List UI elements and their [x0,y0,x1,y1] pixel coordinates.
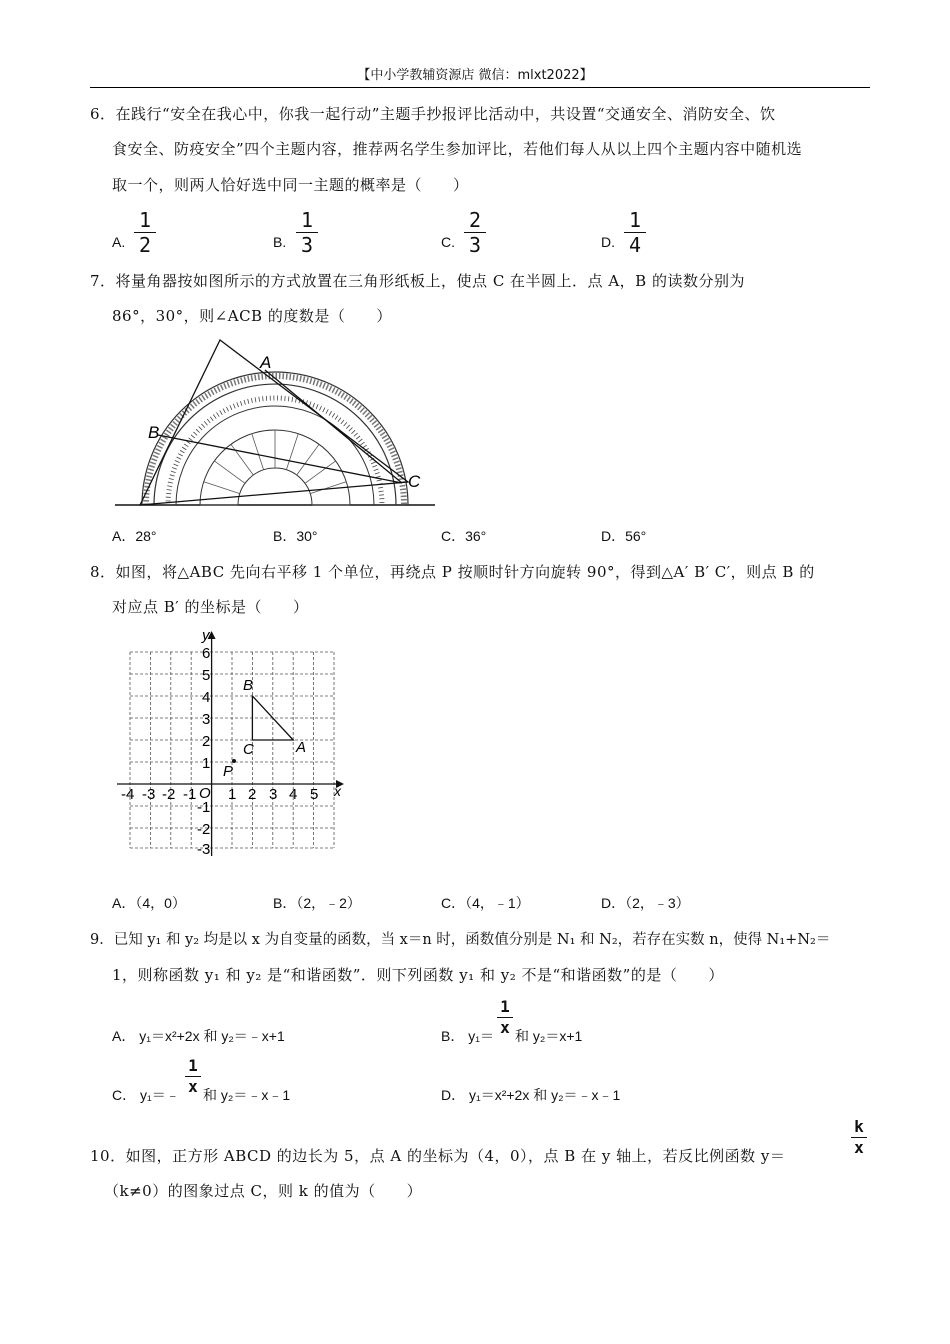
q6-option-d-num: 1 [628,208,642,232]
x-axis-label: x [334,783,341,799]
q7-option-b: B．30° [273,528,318,544]
q9-option-b-num: 1 [500,997,510,1016]
y-axis-label: y [202,628,210,644]
x-tick: 2 [248,786,257,803]
q9-option-c-fraction [185,1057,201,1096]
q6-option-c-den: 3 [468,233,482,257]
y-tick: -1 [197,799,211,816]
point-b-label: B [243,677,254,694]
q6-option-a-label: A. [112,234,126,250]
q7-label-a: A [260,353,272,372]
q6-option-a-den: 2 [138,233,152,257]
y-tick: 4 [202,689,211,706]
origin-label: O [199,785,211,802]
q6-line3: 取一个，则两人恰好选中同一主题的概率是（ ） [112,176,469,194]
q8-line2: 对应点 B′ 的坐标是（ ） [112,598,309,616]
y-tick: 3 [202,711,211,728]
x-tick: -1 [183,786,197,803]
point-c-label: C [243,741,254,758]
q6-option-a-fraction [134,209,156,256]
q10-frac-den: x [854,1138,864,1157]
x-tick: 1 [228,786,237,803]
q8-line1: 8．如图，将△ABC 先向右平移 1 个单位，再绕点 P 按顺时针方向旋转 90°，得到△A′ B′ C′，则点 B 的 [90,563,815,581]
point-p-label: P [223,763,234,780]
q6-option-d-label: D. [601,234,615,250]
q6-option-b-fraction [296,209,318,256]
q9-option-b-suffix: 和 y₂＝x+1 [515,1028,583,1044]
q10-line2: （k≠0）的图象过点 C，则 k 的值为（ ） [104,1182,423,1200]
q9-line1: 9．已知 y₁ 和 y₂ 均是以 x 为自变量的函数，当 x＝n 时，函数值分别是 N₁ 和 N₂，若存在实数 n，使得 N₁+N₂＝ [90,932,831,948]
header-rule [90,87,870,88]
x-tick: 4 [289,786,298,803]
q6-line2: 食安全、防疫安全”四个主题内容，推荐两名学生参加评比，若他们每人从以上四个主题内容中随机选 [112,140,803,158]
q7-option-c: C．36° [441,528,487,544]
q6-option-d-den: 4 [628,233,642,257]
point-a-label: A [296,739,307,756]
q6-option-c-num: 2 [468,208,482,232]
q9-option-b-prefix: B． y₁＝ [441,1028,494,1044]
q7-option-a: A．28° [112,528,157,544]
q6-option-a-num: 1 [138,208,152,232]
q9-option-c-den: x [188,1077,198,1096]
y-tick: -2 [197,821,211,838]
q7-line2: 86°，30°，则∠ACB 的度数是（ ） [112,307,392,325]
protractor-figure [110,335,440,515]
q7-line1: 7．将量角器按如图所示的方式放置在三角形纸板上，使点 C 在半圆上．点 A，B 的读数分别为 [90,272,745,290]
q6-option-b-den: 3 [300,233,314,257]
q9-option-b-fraction [497,998,513,1037]
q9-line2: 1，则称函数 y₁ 和 y₂ 是“和谐函数”．则下列函数 y₁ 和 y₂ 不是“和谐函数”的是（ ） [112,966,724,984]
x-tick: -4 [121,786,135,803]
q8-option-d: D．（2，﹣3） [601,895,690,911]
q9-option-d: D． y₁＝x²+2x 和 y₂＝﹣x﹣1 [441,1087,621,1103]
x-tick: -2 [162,786,176,803]
x-tick: -3 [142,786,156,803]
q9-option-c-num: 1 [188,1056,198,1075]
q8-option-b: B．（2，﹣2） [273,895,361,911]
q6-option-d-fraction [624,209,646,256]
y-tick: 6 [202,645,211,662]
q6-option-b-num: 1 [300,208,314,232]
q10-fraction [851,1118,867,1157]
x-tick: 5 [310,786,319,803]
q8-option-a: A．（4，0） [112,895,186,911]
q8-option-c: C．（4，﹣1） [441,895,530,911]
q9-option-a: A． y₁＝x²+2x 和 y₂＝﹣x+1 [112,1028,285,1044]
q6-line1: 6．在践行“安全在我心中，你我一起行动”主题手抄报评比活动中，共设置“交通安全、消防安全、饮 [90,105,776,123]
q6-option-c-label: C. [441,234,455,250]
q7-label-b: B [148,423,160,442]
q9-option-b-den: x [500,1018,510,1037]
y-tick: 2 [202,733,211,750]
q6-option-c-fraction [464,209,486,256]
q10-frac-num: k [854,1117,864,1136]
q10-line1: 10．如图，正方形 ABCD 的边长为 5，点 A 的坐标为（4，0），点 B 在 y 轴上，若反比例函数 y＝ [90,1147,786,1165]
q7-label-c: C [408,472,421,491]
y-tick: 1 [202,755,211,772]
coordinate-grid-figure [112,628,352,858]
x-tick: 3 [269,786,278,803]
q9-option-c-suffix: 和 y₂＝﹣x﹣1 [203,1087,291,1103]
y-tick: -3 [197,841,211,858]
y-tick: 5 [202,667,211,684]
q6-option-b-label: B. [273,234,287,250]
page-header: 【中小学教辅资源店 微信：mlxt2022】 [357,68,593,83]
q7-option-d: D．56° [601,528,647,544]
q9-option-c-prefix: C． y₁＝﹣ [112,1087,180,1103]
